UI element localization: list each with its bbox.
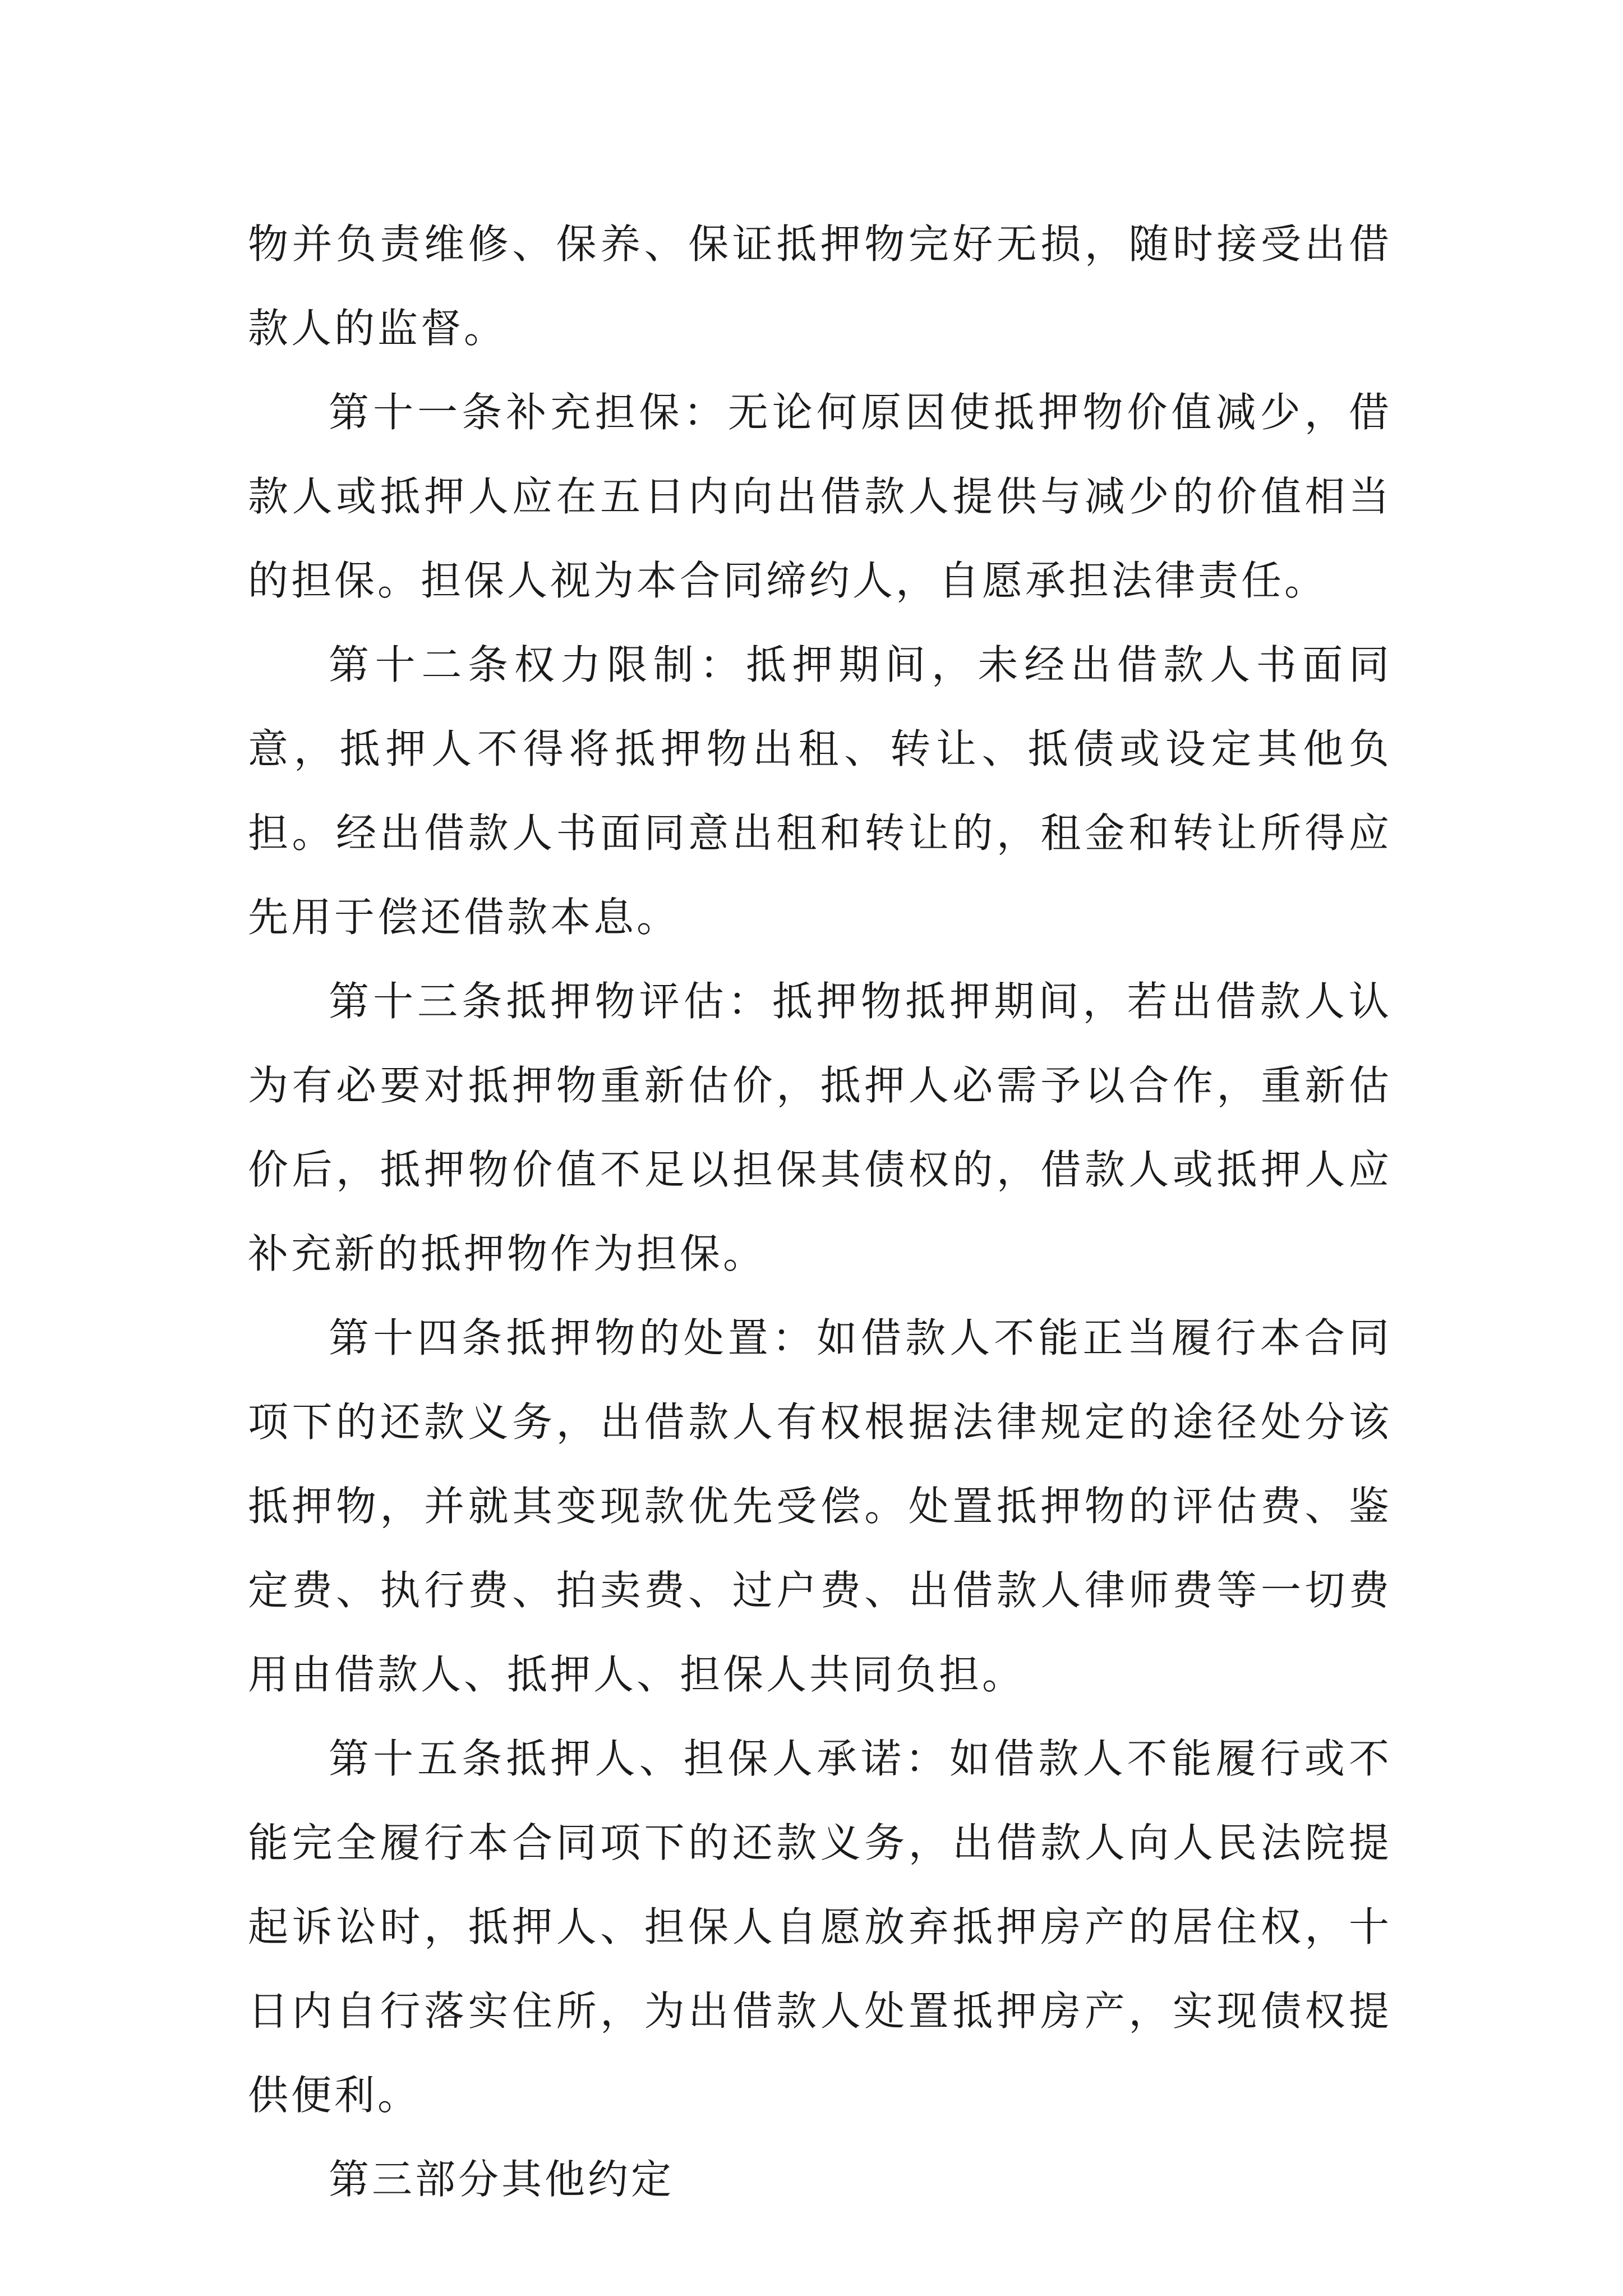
paragraph-article-15: 第十五条抵押人、担保人承诺：如借款人不能履行或不能完全履行本合同项下的还款义务，出借款人向人民法院提起诉讼时，抵押人、担保人自愿放弃抵押房产的居住权，十日内自行落实住所，为出借款人处置抵押房产，实现债权提供便利。 [248, 1735, 1392, 2119]
document-body [248, 202, 1392, 2221]
section-heading-part-3: 第三部分其他约定 [329, 2156, 675, 2203]
paragraph-article-13: 第十三条抵押物评估：抵押物抵押期间，若出借款人认为有必要对抵押物重新估价，抵押人必需予以合作，重新估价后，抵押物价值不足以担保其债权的，借款人或抵押人应补充新的抵押物作为担保。 [248, 978, 1392, 1277]
paragraph-continuation: 物并负责维修、保养、保证抵押物完好无损，随时接受出借款人的监督。 [248, 220, 1392, 352]
paragraph-article-14: 第十四条抵押物的处置：如借款人不能正当履行本合同项下的还款义务，出借款人有权根据法律规定的途径处分该抵押物，并就其变现款优先受偿。处置抵押物的评估费、鉴定费、执行费、拍卖费、过户费、出借款人律师费等一切费用由借款人、抵押人、担保人共同负担。 [248, 1314, 1392, 1698]
paragraph-article-11: 第十一条补充担保：无论何原因使抵押物价值减少，借款人或抵押人应在五日内向出借款人提供与减少的价值相当的担保。担保人视为本合同缔约人，自愿承担法律责任。 [248, 389, 1392, 604]
paragraph-article-12: 第十二条权力限制：抵押期间，未经出借款人书面同意，抵押人不得将抵押物出租、转让、抵债或设定其他负担。经出借款人书面同意出租和转让的，租金和转让所得应先用于偿还借款本息。 [248, 641, 1392, 941]
